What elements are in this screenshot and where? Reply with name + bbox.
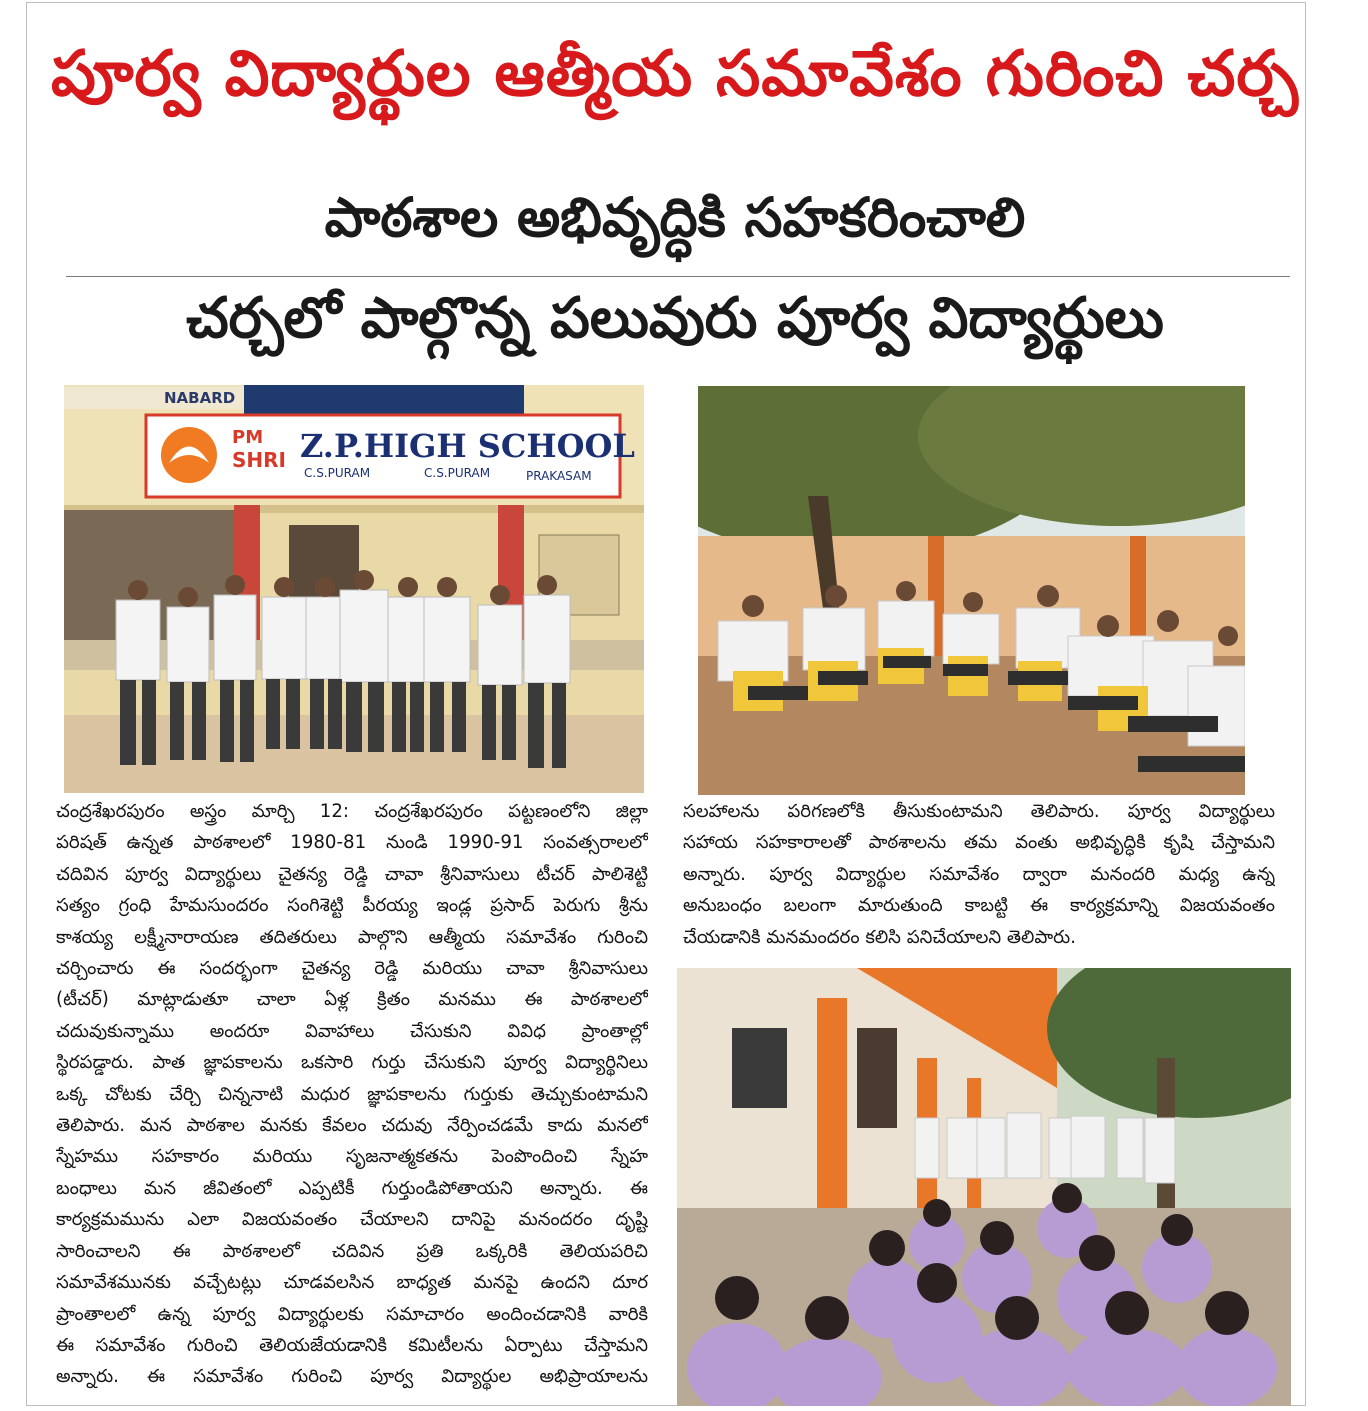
pm-text: PM	[232, 427, 264, 448]
body-line: ఒక్క చోటకు చేర్చి చిన్ననాటి మధుర జ్ఞాపకాలను గుర్తుకు తెచ్చుకుంటామని	[56, 1083, 648, 1105]
shri-text: SHRI	[232, 448, 286, 472]
subheading: పాఠశాల అభివృద్ధికి సహకరించాలి	[324, 186, 1026, 249]
body-line: చంద్రశేఖరపురం అస్త్రం మార్చి 12: చంద్రశేఖరపురం పట్టణంలోని జిల్లా	[56, 801, 648, 822]
body-line: స్థిరపడ్డారు. పాత జ్ఞాపకాలను ఒకసారి గుర్తు చేసుకుని పూర్వ విద్యార్థినిలు	[56, 1052, 648, 1074]
body-line: స్నేహము సహకారం మరియు సృజనాత్మకతను పెంపొందించి స్నేహ	[56, 1146, 648, 1168]
body-line: సారించాలని ఈ పాఠశాలలో చదివిన ప్రతి ఒక్కరికి తెలియపరిచి	[56, 1240, 648, 1262]
school-name-sign: Z.P.HIGH SCHOOL	[300, 427, 635, 465]
body-line: సత్యం గ్రంధి హేమసుందరం సంగిశెట్టి పీరయ్య ఇండ్ల ప్రసాద్ పెరుగు శ్రీను	[56, 895, 648, 917]
place-center-sign: C.S.PURAM	[424, 466, 491, 480]
article-body-left-column	[56, 796, 648, 1396]
body-line: పరిషత్ ఉన్నత పాఠశాలలో 1980-81 నుండి 1990-91 సంవత్సరాలలో	[56, 832, 648, 854]
photo-alumni-at-school	[64, 385, 644, 793]
body-line: కాశయ్య లక్ష్మీనారాయణ తదితరులు పాల్గొని ఆత్మీయ సమావేశం గురించి	[56, 926, 648, 948]
subheading-secondary: చర్చలో పాల్గొన్న పలువురు పూర్వ విద్యార్థులు	[186, 286, 1164, 351]
body-line: ఈ సమావేశం గురించి తెలియజేయడానికి కమిటీలను ఏర్పాటు చేస్తామని	[56, 1334, 648, 1356]
photo-meeting-under-tree	[698, 386, 1245, 795]
photo-students-assembly	[677, 968, 1291, 1406]
place-left-sign: C.S.PURAM	[304, 466, 371, 480]
body-line: చదివిన పూర్వ విద్యార్థులు చైతన్య రెడ్డి చావా శ్రీనివాసులు టీచర్ పాలిశెట్టి	[56, 863, 648, 885]
body-line: సలహాలను పరిగణలోకి తీసుకుంటామని తెలిపారు. పూర్వ విద్యార్థులు	[683, 801, 1275, 822]
body-line: అన్నారు. ఈ సమావేశం గురించి పూర్వ విద్యార్థుల అభిప్రాయాలను	[56, 1366, 648, 1388]
body-line: (టీచర్) మాట్లాడుతూ చాలా ఏళ్ల క్రితం మనము ఈ పాఠశాలలో	[56, 989, 648, 1011]
body-line: సమావేశమునకు వచ్చేటట్లు చూడవలసిన బాధ్యత మనపై ఉందని దూర	[56, 1272, 648, 1294]
article-body-right-column	[683, 796, 1275, 956]
headline: పూర్వ విద్యార్థుల ఆత్మీయ సమావేశం గురించి చర్చ	[50, 37, 1300, 110]
body-line: అన్నారు. పూర్వ విద్యార్థుల సమావేశం ద్వారా మనందరి మధ్య ఉన్న	[683, 863, 1275, 885]
body-line: చర్చించారు ఈ సందర్భంగా చైతన్య రెడ్డి మరియు చావా శ్రీనివాసులు	[56, 958, 648, 980]
body-line: కార్యక్రమమును ఎలా విజయవంతం చేయాలని దానిపై మనందరం దృష్టి	[56, 1209, 648, 1231]
body-line: బంధాలు మన జీవితంలో ఎప్పటికీ గుర్తుండిపోతాయని అన్నారు. ఈ	[56, 1177, 648, 1199]
district-sign: PRAKASAM	[526, 469, 592, 483]
body-line: చేయడానికి మనమందరం కలిసి పనిచేయాలని తెలిపారు.	[683, 926, 1077, 948]
body-line: సహాయ సహకారాలతో పాఠశాలను తమ వంతు అభివృద్ధికి కృషి చేస్తామని	[683, 832, 1275, 854]
body-line: ప్రాంతాలలో ఉన్న పూర్వ విద్యార్థులకు సమాచారం అందించడానికి వారికి	[56, 1303, 648, 1325]
body-line: అనుబంధం బలంగా మారుతుంది కాబట్టి ఈ కార్యక్రమాన్ని విజయవంతం	[683, 895, 1275, 917]
divider-rule	[66, 276, 1290, 277]
body-line: చదువుకున్నాము అందరూ వివాహాలు చేసుకుని వివిధ ప్రాంతాల్లో	[56, 1020, 648, 1042]
body-line: తెలిపారు. మన పాఠశాల మనకు కేవలం చదువు నేర్పించడమే కాదు మనలో	[56, 1115, 648, 1137]
nabard-sign: NABARD	[164, 389, 236, 407]
